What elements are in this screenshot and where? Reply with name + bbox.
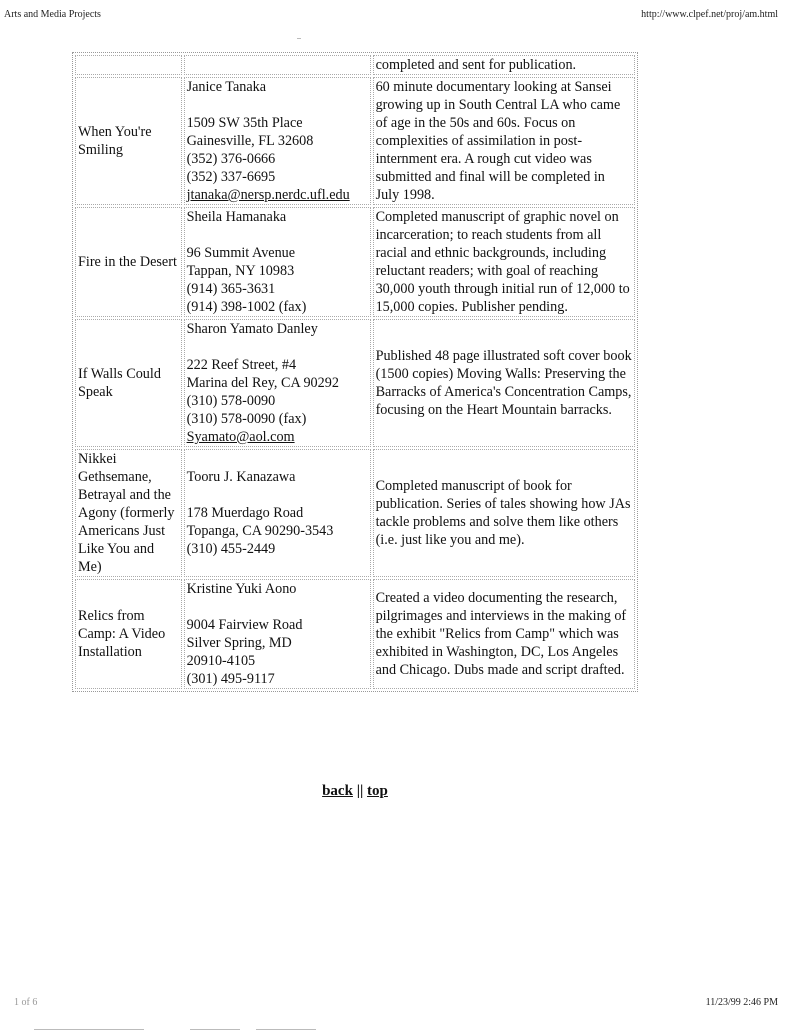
description-cell: Completed manuscript of book for publication. Series of tales showing how JAs tackle problems and solve them like others (i.e. just like you and me). (373, 449, 635, 577)
scan-line (256, 1029, 316, 1030)
page-footer-pagenum: 1 of 6 (14, 997, 38, 1008)
page-header-url: http://www.clpef.net/proj/am.html (641, 9, 778, 20)
contact-city: Silver Spring, MD (186, 635, 292, 651)
description-cell: completed and sent for publication. (373, 55, 635, 75)
project-title-cell: Fire in the Desert (75, 207, 182, 317)
contact-fax: (310) 578-0090 (fax) (186, 411, 307, 427)
contact-cell (184, 449, 371, 577)
description-cell: Completed manuscript of graphic novel on incarceration; to reach students from all racial and ethnic backgrounds, including reluctant readers; with goal of reaching 30,000 youth through initial run of 12,000 to 15,000 copies. Publisher pending. (373, 207, 635, 317)
description-cell: Created a video documenting the research, pilgrimages and interviews in the making of the exhibit "Relics from Camp" which was exhibited in Washington, DC, Los Angeles and Chicago. Dubs made and script drafted. (373, 579, 635, 689)
contact-cell (184, 55, 371, 75)
page-header-title: Arts and Media Projects (4, 9, 101, 20)
contact-cell (184, 319, 371, 447)
table-row (75, 449, 635, 577)
project-title-cell: Relics from Camp: A Video Installation (75, 579, 182, 689)
table-row (75, 207, 635, 317)
contact-spacer (187, 486, 368, 504)
projects-table (72, 52, 638, 692)
contact-spacer (187, 96, 368, 114)
description-cell: 60 minute documentary looking at Sansei growing up in South Central LA who came of age in the 50s and 60s. Focus on complexities of assimilation in post-internment era. A rough cut video was submitted and final will be completed in July 1998. (373, 77, 635, 205)
contact-cell (184, 579, 371, 689)
nav-separator: || (356, 783, 364, 799)
contact-email-link[interactable]: jtanaka@nersp.nerdc.ufl.edu (186, 187, 350, 203)
contact-phone-2: (352) 337-6695 (186, 169, 276, 185)
description-cell: Published 48 page illustrated soft cover book (1500 copies) Moving Walls: Preserving the Barracks of America's Concentration Camps, focusing on the Heart Mountain barracks. (373, 319, 635, 447)
contact-name: Kristine Yuki Aono (186, 581, 297, 597)
scan-line (34, 1029, 144, 1030)
table-row (75, 579, 635, 689)
contact-street: 222 Reef Street, #4 (186, 357, 297, 373)
contact-city: Gainesville, FL 32608 (186, 133, 314, 149)
contact-name: Tooru J. Kanazawa (186, 469, 296, 485)
contact-phone: (310) 578-0090 (186, 393, 276, 409)
contact-city: Topanga, CA 90290-3543 (186, 523, 334, 539)
contact-street: 1509 SW 35th Place (186, 115, 303, 131)
project-title-cell (75, 55, 182, 75)
contact-phone: (914) 365-3631 (186, 281, 276, 297)
contact-phone: (352) 376-0666 (186, 151, 276, 167)
contact-name: Sheila Hamanaka (186, 209, 287, 225)
contact-cell (184, 207, 371, 317)
table-row (75, 319, 635, 447)
table-row (75, 77, 635, 205)
page-navigation (0, 783, 710, 800)
project-title-cell: Nikkei Gethsemane, Betrayal and the Agony (formerly Americans Just Like You and Me) (75, 449, 182, 577)
contact-fax: (914) 398-1002 (fax) (186, 299, 307, 315)
page-footer-timestamp: 11/23/99 2:46 PM (705, 997, 778, 1008)
contact-spacer (187, 338, 368, 356)
contact-name: Sharon Yamato Danley (186, 321, 318, 337)
contact-zip: 20910-4105 (186, 653, 256, 669)
contact-spacer (187, 598, 368, 616)
contact-city: Marina del Rey, CA 90292 (186, 375, 339, 391)
scan-speck (297, 38, 301, 39)
scan-line (190, 1029, 240, 1030)
project-title-cell: When You're Smiling (75, 77, 182, 205)
contact-street: 9004 Fairview Road (186, 617, 303, 633)
table-row (75, 55, 635, 75)
contact-street: 96 Summit Avenue (186, 245, 296, 261)
contact-spacer (187, 226, 368, 244)
contact-phone: (301) 495-9117 (186, 671, 275, 687)
contact-cell (184, 77, 371, 205)
contact-phone: (310) 455-2449 (186, 541, 276, 557)
contact-city: Tappan, NY 10983 (186, 263, 295, 279)
back-link[interactable]: back (322, 783, 353, 799)
project-title-cell: If Walls Could Speak (75, 319, 182, 447)
contact-name: Janice Tanaka (186, 79, 267, 95)
contact-email-link[interactable]: Syamato@aol.com (186, 429, 295, 445)
top-link[interactable]: top (367, 783, 388, 799)
contact-street: 178 Muerdago Road (186, 505, 304, 521)
